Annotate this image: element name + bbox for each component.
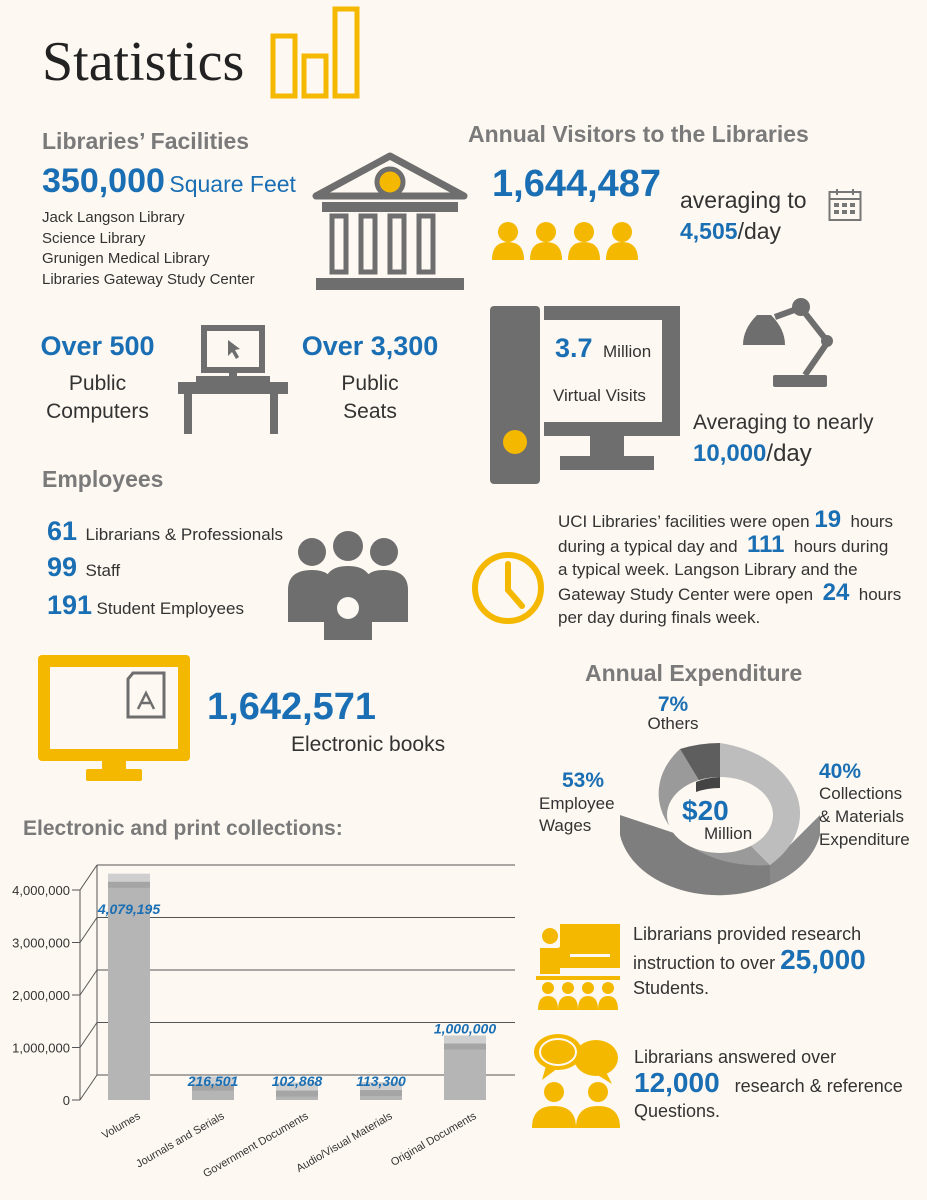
desk-lamp-icon [735,295,835,390]
employee-count: 191 [47,590,93,620]
computers-label-line1: Public [68,372,127,395]
computers-value: Over 500 [40,331,155,361]
y-tick-label: 0 [62,1093,70,1108]
hours-line: a typical week. Langson Library and the [558,560,858,579]
virtual-avg-value: 10,000 [693,440,767,467]
grid-line [80,918,97,943]
calendar-icon [828,188,862,222]
instruction-value: 25,000 [780,944,866,975]
wages-label-line: Wages [539,816,592,835]
collections-label-line: & Materials [819,807,905,826]
visitors-per-day [680,218,781,245]
collections-label-line: Collections [819,784,903,803]
grid-line [80,865,97,890]
square-feet-label: Square Feet [169,171,296,197]
collections-pct: 40% [819,760,862,783]
bar-chart-icon [270,6,365,98]
category-label: Government Documents [201,1110,311,1181]
bar-edge [360,1090,402,1096]
reference-line [634,1067,903,1099]
bar-value-label: 4,079,195 [97,901,161,917]
instruction-line: Students. [633,978,710,998]
visitors-total: 1,644,487 [492,163,662,205]
virtual-avg [693,440,812,468]
seats-value: Over 3,300 [301,331,439,361]
hours-line [558,533,918,558]
visitors-per-day-value: 4,505 [680,218,738,244]
hours-text-segment: during a typical day and [558,537,738,556]
employee-count: 99 [47,552,78,582]
seats-label-line2: Seats [343,400,397,423]
virtual-value: 3.7 [555,333,593,363]
teaching-classroom-icon [536,922,622,1012]
clock-icon [470,550,546,626]
hours-text-segment: UCI Libraries’ facilities were open [558,512,810,531]
ebooks-value: 1,642,571 [207,686,377,728]
category-label: Audio/Visual Materials [294,1110,395,1175]
y-tick-label: 3,000,000 [12,935,70,951]
bar-value-label: 1,000,000 [433,1020,497,1037]
employee-row [47,590,244,621]
computers-label [30,370,165,426]
grid-line [80,1075,97,1100]
bar-top [444,1036,486,1044]
virtual-avg-unit: /day [766,440,812,467]
library-building-icon [312,152,472,297]
virtual-label: Virtual Visits [553,386,646,405]
wages-label-line: Employee [539,794,615,813]
visitors-people-icon [490,220,640,262]
category-label: Original Documents [388,1110,479,1169]
visitors-averaging-label: averaging to [680,187,807,213]
wages-label [539,793,615,837]
conversation-icon [528,1030,623,1130]
page-title: Statistics [42,31,245,93]
y-tick-label: 1,000,000 [12,1040,70,1056]
collections-bar-chart [0,850,530,1200]
library-item: Libraries Gateway Study Center [42,270,255,288]
collections-label [819,782,910,851]
hours-line [558,508,918,533]
hours-text-segment: hours [850,512,894,531]
employee-count: 61 [47,516,78,546]
bar-value-label: 113,300 [356,1073,406,1089]
visitors-per-day-unit: /day [737,218,782,244]
hours-text-segment: Gateway Study Center were open [558,585,814,604]
instruction-text [633,922,866,1001]
reference-line: Questions. [634,1101,721,1121]
bar-value-label: 216,501 [187,1073,239,1089]
seats-label-line1: Public [341,372,399,395]
employee-label: Student Employees [96,599,244,618]
employee-label: Staff [85,561,121,580]
computers-label-line2: Computers [46,400,149,423]
library-item: Jack Langson Library [42,209,185,226]
y-tick-label: 4,000,000 [12,883,70,898]
y-tick-label: 2,000,000 [12,988,70,1003]
visitors-heading: Annual Visitors to the Libraries [468,121,809,147]
others-label: Others [647,714,699,733]
category-label: Journals and Serials [134,1110,227,1171]
library-list [42,208,255,290]
reference-value: 12,000 [634,1067,720,1098]
ebooks-label: Electronic books [291,733,446,756]
expenditure-center-unit: Million [704,824,753,843]
grid-line [80,1023,97,1048]
library-item: Science Library [42,229,146,247]
expenditure-heading: Annual Expenditure [585,660,803,686]
virtual-avg-label: Averaging to nearly [693,411,874,434]
hours-text-segment: hours during [793,537,889,556]
bar-value-label: 102,868 [271,1073,323,1089]
reference-text-segment: research & reference [734,1076,903,1096]
hours-day-value: 19 [814,506,842,533]
instruction-text-segment: instruction to over [633,953,776,973]
chart-bars [108,874,486,1100]
hours-week-value: 111 [747,531,785,558]
collections-label-line: Expenditure [819,830,910,849]
wages-pct: 53% [562,769,605,792]
facilities-heading: Libraries’ Facilities [42,128,250,154]
instruction-line: Librarians provided research [633,924,862,944]
hours-text [558,508,918,629]
virtual-visits [555,333,651,364]
chart-ticks [12,883,70,1108]
chart-title: Electronic and print collections: [23,817,343,840]
employee-label: Librarians & Professionals [85,525,283,544]
bar-top [108,874,150,882]
hours-finals-value: 24 [822,579,850,606]
chart-labels [97,901,496,1089]
bar-edge [108,882,150,888]
seats-label [300,370,440,426]
instruction-line [633,944,866,976]
employees-heading: Employees [42,466,164,492]
employee-row [47,552,120,583]
square-feet-value: 350,000 [42,162,165,200]
employee-row [47,516,283,547]
group-people-icon [288,532,408,644]
bar-edge [276,1091,318,1097]
grid-line [80,970,97,995]
virtual-unit: Million [603,342,652,361]
ebook-monitor-icon [38,655,193,785]
others-pct: 7% [657,693,689,716]
hours-line: per day during finals week. [558,608,761,627]
reference-text [634,1045,903,1124]
hours-text-segment: hours [858,585,902,604]
chart-categories [100,1110,479,1180]
library-item: Grunigen Medical Library [42,250,210,267]
bar-edge [444,1044,486,1050]
category-label: Volumes [99,1110,143,1142]
square-feet [42,162,296,201]
hours-line [558,581,918,606]
expenditure-center-value: $20 [682,795,729,826]
computer-desk-icon [176,326,291,436]
reference-line: Librarians answered over [634,1047,837,1067]
